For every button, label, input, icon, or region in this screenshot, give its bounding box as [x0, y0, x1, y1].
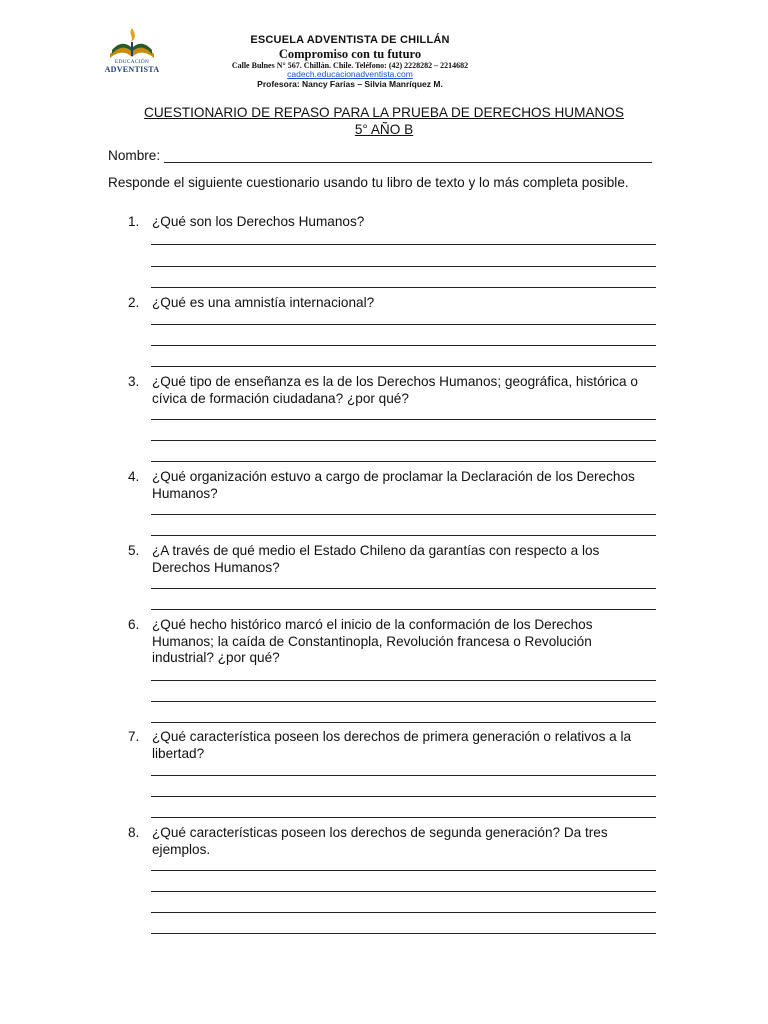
question-number: 7. [128, 729, 140, 744]
question-text: ¿A través de qué medio el Estado Chileno da garantías con respecto a los Derechos Humanos? [152, 543, 600, 575]
answer-line[interactable] [151, 287, 656, 288]
answer-line[interactable] [151, 266, 656, 267]
question-number: 1. [128, 214, 140, 229]
open-book-flame-icon [104, 24, 160, 64]
question-number: 8. [128, 825, 140, 840]
answer-line[interactable] [151, 680, 656, 681]
answer-line[interactable] [151, 514, 656, 515]
letterhead [200, 34, 500, 90]
name-label: Nombre: [108, 148, 161, 163]
question-text: ¿Qué organización estuvo a cargo de proclamar la Declaración de los Derechos Humanos? [152, 469, 635, 501]
answer-line[interactable] [151, 933, 656, 934]
answer-line[interactable] [151, 535, 656, 536]
logo-line-1: EDUCACIÓN [114, 59, 150, 65]
title-line-2: 5° AÑO B [354, 122, 414, 137]
answer-line[interactable] [151, 609, 656, 610]
answer-line[interactable] [151, 775, 656, 776]
answer-line[interactable] [151, 461, 656, 462]
answer-line[interactable] [151, 345, 656, 346]
question-7 [128, 729, 656, 762]
question-3 [128, 374, 656, 407]
question-text: ¿Qué son los Derechos Humanos? [152, 214, 365, 229]
title-line-1: CUESTIONARIO DE REPASO PARA LA PRUEBA DE DERECHOS HUMANOS [144, 105, 624, 120]
question-text: ¿Qué es una amnistía internacional? [152, 295, 375, 310]
answer-line[interactable] [151, 912, 656, 913]
answer-line[interactable] [151, 891, 656, 892]
answer-line[interactable] [151, 588, 656, 589]
answer-line[interactable] [151, 244, 656, 245]
name-field [108, 148, 652, 163]
answer-line[interactable] [151, 722, 656, 723]
question-text: ¿Qué tipo de enseñanza es la de los Derechos Humanos; geográfica, histórica o cívica de formación ciudadana? ¿por qué? [152, 374, 638, 406]
answer-line[interactable] [151, 817, 656, 818]
answer-line[interactable] [151, 440, 656, 441]
answer-line[interactable] [151, 366, 656, 367]
question-text: ¿Qué característica poseen los derechos de primera generación o relativos a la libertad? [152, 729, 632, 761]
question-number: 3. [128, 374, 140, 389]
question-text: ¿Qué características poseen los derechos de segunda generación? Da tres ejemplos. [152, 825, 608, 857]
answer-line[interactable] [151, 419, 656, 420]
question-5 [128, 543, 656, 576]
answer-line[interactable] [151, 324, 656, 325]
question-number: 5. [128, 543, 140, 558]
question-8 [128, 825, 656, 858]
answer-line[interactable] [151, 870, 656, 871]
logo-caption [104, 60, 160, 74]
name-blank-line[interactable] [164, 149, 652, 163]
school-address: Calle Bulnes N° 567. Chillán. Chile. Teléfono: (42) 2228282 – 2214682 [231, 61, 469, 71]
question-number: 6. [128, 617, 140, 632]
school-name: ESCUELA ADVENTISTA DE CHILLÁN [250, 34, 450, 46]
school-website-link[interactable]: cadech.educacionadventista.com [287, 69, 413, 80]
answer-line[interactable] [151, 701, 656, 702]
instructions: Responde el siguiente cuestionario usando tu libro de texto y lo más completa posible. [108, 175, 629, 190]
logo-line-2: ADVENTISTA [104, 64, 160, 74]
school-motto: Compromiso con tu futuro [278, 46, 422, 61]
answer-line[interactable] [151, 796, 656, 797]
question-text: ¿Qué hecho histórico marcó el inicio de la conformación de los Derechos Humanos; la caída de Constantinopla, Revolución francesa o Revolución industrial? ¿por qué? [152, 617, 593, 665]
document-title [108, 104, 660, 138]
question-4 [128, 469, 656, 502]
question-number: 4. [128, 469, 140, 484]
teachers-line: Profesora: Nancy Farías – Silvia Manríquez M. [257, 78, 443, 89]
question-6 [128, 617, 656, 667]
question-number: 2. [128, 295, 140, 310]
question-1 [128, 214, 656, 231]
question-2 [128, 295, 656, 312]
